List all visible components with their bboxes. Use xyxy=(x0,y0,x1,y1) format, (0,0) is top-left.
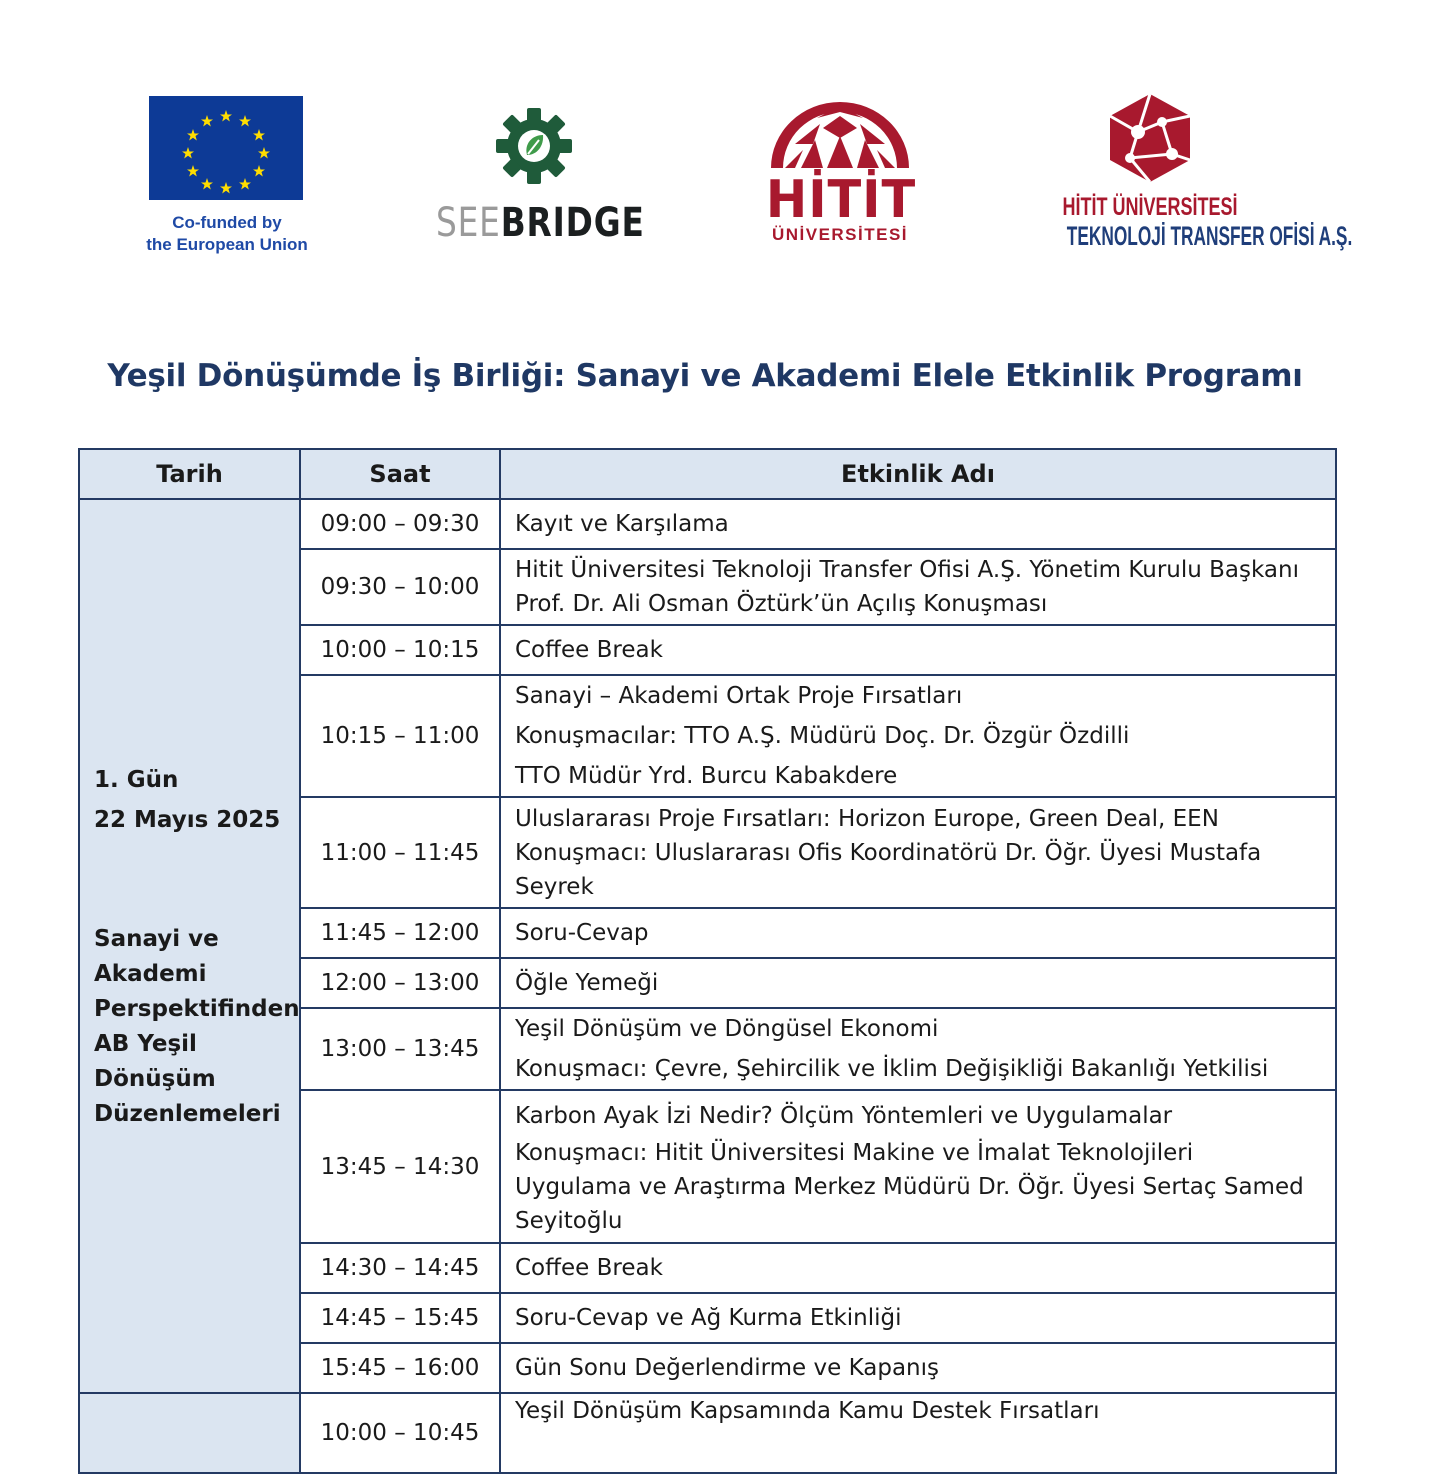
time-cell: 09:00 – 09:30 xyxy=(300,499,500,549)
day-theme-line: Düzenlemeleri xyxy=(94,1101,281,1127)
event-cell xyxy=(500,549,1336,625)
time-cell: 13:00 – 13:45 xyxy=(300,1008,500,1090)
event-line: Karbon Ayak İzi Nedir? Ölçüm Yöntemleri ve Uygulamalar xyxy=(515,1102,1173,1129)
event-cell xyxy=(500,1293,1336,1343)
event-line: Konuşmacı: Uluslararası Ofis Koordinatörü Dr. Öğr. Üyesi Mustafa xyxy=(515,839,1262,866)
time-cell: 14:30 – 14:45 xyxy=(300,1243,500,1293)
hitit-name: HİTİT xyxy=(765,170,917,230)
eu-flag-icon xyxy=(149,96,303,200)
event-cell xyxy=(500,908,1336,958)
event-line: Sanayi – Akademi Ortak Proje Fırsatları xyxy=(515,683,963,709)
event-line: Coffee Break xyxy=(515,637,663,663)
program-body xyxy=(79,499,1336,1473)
time-cell: 10:00 – 10:45 xyxy=(300,1393,500,1473)
event-line: Seyitoğlu xyxy=(515,1207,623,1234)
event-line: Kayıt ve Karşılama xyxy=(515,511,729,537)
time-cell: 13:45 – 14:30 xyxy=(300,1090,500,1243)
time-cell: 11:00 – 11:45 xyxy=(300,797,500,908)
day2-date-cell xyxy=(79,1393,300,1473)
tto-line1: HİTİT ÜNİVERSİTESİ xyxy=(1062,193,1238,221)
tto-line2: TEKNOLOJİ TRANSFER OFİSİ A.Ş. xyxy=(1066,221,1353,251)
eu-caption-line1: Co-funded by xyxy=(172,213,282,232)
time-cell: 14:45 – 15:45 xyxy=(300,1293,500,1343)
event-line: Coffee Break xyxy=(515,1255,663,1281)
day-date: 22 Mayıs 2025 xyxy=(94,807,281,833)
event-line: Konuşmacılar: TTO A.Ş. Müdürü Doç. Dr. Özgür Özdilli xyxy=(515,723,1130,749)
seebridge-see-text: SEE xyxy=(436,200,501,246)
day-theme-line: Sanayi ve xyxy=(94,926,219,952)
page-title: Yeşil Dönüşümde İş Birliği: Sanayi ve Akademi Elele Etkinlik Programı xyxy=(107,358,1303,394)
event-line: Gün Sonu Değerlendirme ve Kapanış xyxy=(515,1355,940,1381)
gear-leaf-icon xyxy=(494,106,574,186)
header-event: Etkinlik Adı xyxy=(500,449,1336,499)
event-line: Uygulama ve Araştırma Merkez Müdürü Dr. Öğr. Üyesi Sertaç Samed xyxy=(515,1173,1304,1200)
day-theme-line: Akademi xyxy=(94,961,207,987)
dome-icon xyxy=(765,98,915,170)
molecule-hexagon-icon xyxy=(1100,92,1200,184)
day-theme-line: AB Yeşil xyxy=(94,1031,197,1057)
time-cell: 10:15 – 11:00 xyxy=(300,675,500,797)
table-header-row xyxy=(79,449,1336,499)
time-cell: 09:30 – 10:00 xyxy=(300,549,500,625)
event-line: Öğle Yemeği xyxy=(515,970,659,996)
program-table xyxy=(78,448,1337,1474)
day-label: 1. Gün xyxy=(94,767,179,793)
time-cell: 11:45 – 12:00 xyxy=(300,908,500,958)
hitit-university-logo xyxy=(762,98,918,245)
day-theme-line: Dönüşüm xyxy=(94,1066,216,1092)
event-line: Konuşmacı: Çevre, Şehircilik ve İklim Değişikliği Bakanlığı Yetkilisi xyxy=(515,1056,1269,1082)
eu-caption-line2: the European Union xyxy=(146,235,308,254)
event-cell xyxy=(500,1008,1336,1090)
event-cell xyxy=(500,625,1336,675)
event-cell xyxy=(500,958,1336,1008)
event-cell xyxy=(500,797,1336,908)
day1-date-cell xyxy=(79,499,300,1393)
header-time: Saat xyxy=(300,449,500,499)
event-cell xyxy=(500,1243,1336,1293)
table-row xyxy=(79,1393,1336,1473)
event-line: Konuşmacı: Hitit Üniversitesi Makine ve İmalat Teknolojileri xyxy=(515,1139,1194,1166)
seebridge-bridge-text: BRIDGE xyxy=(500,200,645,246)
header-date: Tarih xyxy=(79,449,300,499)
event-cell xyxy=(500,499,1336,549)
event-line: TTO Müdür Yrd. Burcu Kabakdere xyxy=(515,763,898,789)
event-cell xyxy=(500,1343,1336,1393)
event-line: Prof. Dr. Ali Osman Öztürk’ün Açılış Konuşması xyxy=(515,591,1048,617)
tto-logo xyxy=(1020,92,1353,251)
eu-cofunded-logo xyxy=(138,96,316,256)
event-cell xyxy=(500,1090,1336,1243)
day-theme-line: Perspektifinden xyxy=(94,996,300,1022)
time-cell: 10:00 – 10:15 xyxy=(300,625,500,675)
seebridge-logo xyxy=(436,106,645,246)
event-line: Hitit Üniversitesi Teknoloji Transfer Ofisi A.Ş. Yönetim Kurulu Başkanı xyxy=(515,557,1299,583)
event-line: Soru-Cevap xyxy=(515,920,649,946)
event-line: Yeşil Dönüşüm ve Döngüsel Ekonomi xyxy=(515,1016,939,1042)
hitit-subtitle: ÜNİVERSİTESİ xyxy=(771,225,909,244)
event-cell xyxy=(500,1393,1336,1473)
event-line: Seyrek xyxy=(515,873,594,900)
time-cell: 12:00 – 13:00 xyxy=(300,958,500,1008)
event-line: Soru-Cevap ve Ağ Kurma Etkinliği xyxy=(515,1305,902,1331)
event-line: Yeşil Dönüşüm Kapsamında Kamu Destek Fırsatları xyxy=(515,1398,1100,1424)
table-row xyxy=(79,499,1336,549)
event-cell xyxy=(500,675,1336,797)
event-line: Uluslararası Proje Fırsatları: Horizon Europe, Green Deal, EEN xyxy=(515,805,1219,832)
time-cell: 15:45 – 16:00 xyxy=(300,1343,500,1393)
